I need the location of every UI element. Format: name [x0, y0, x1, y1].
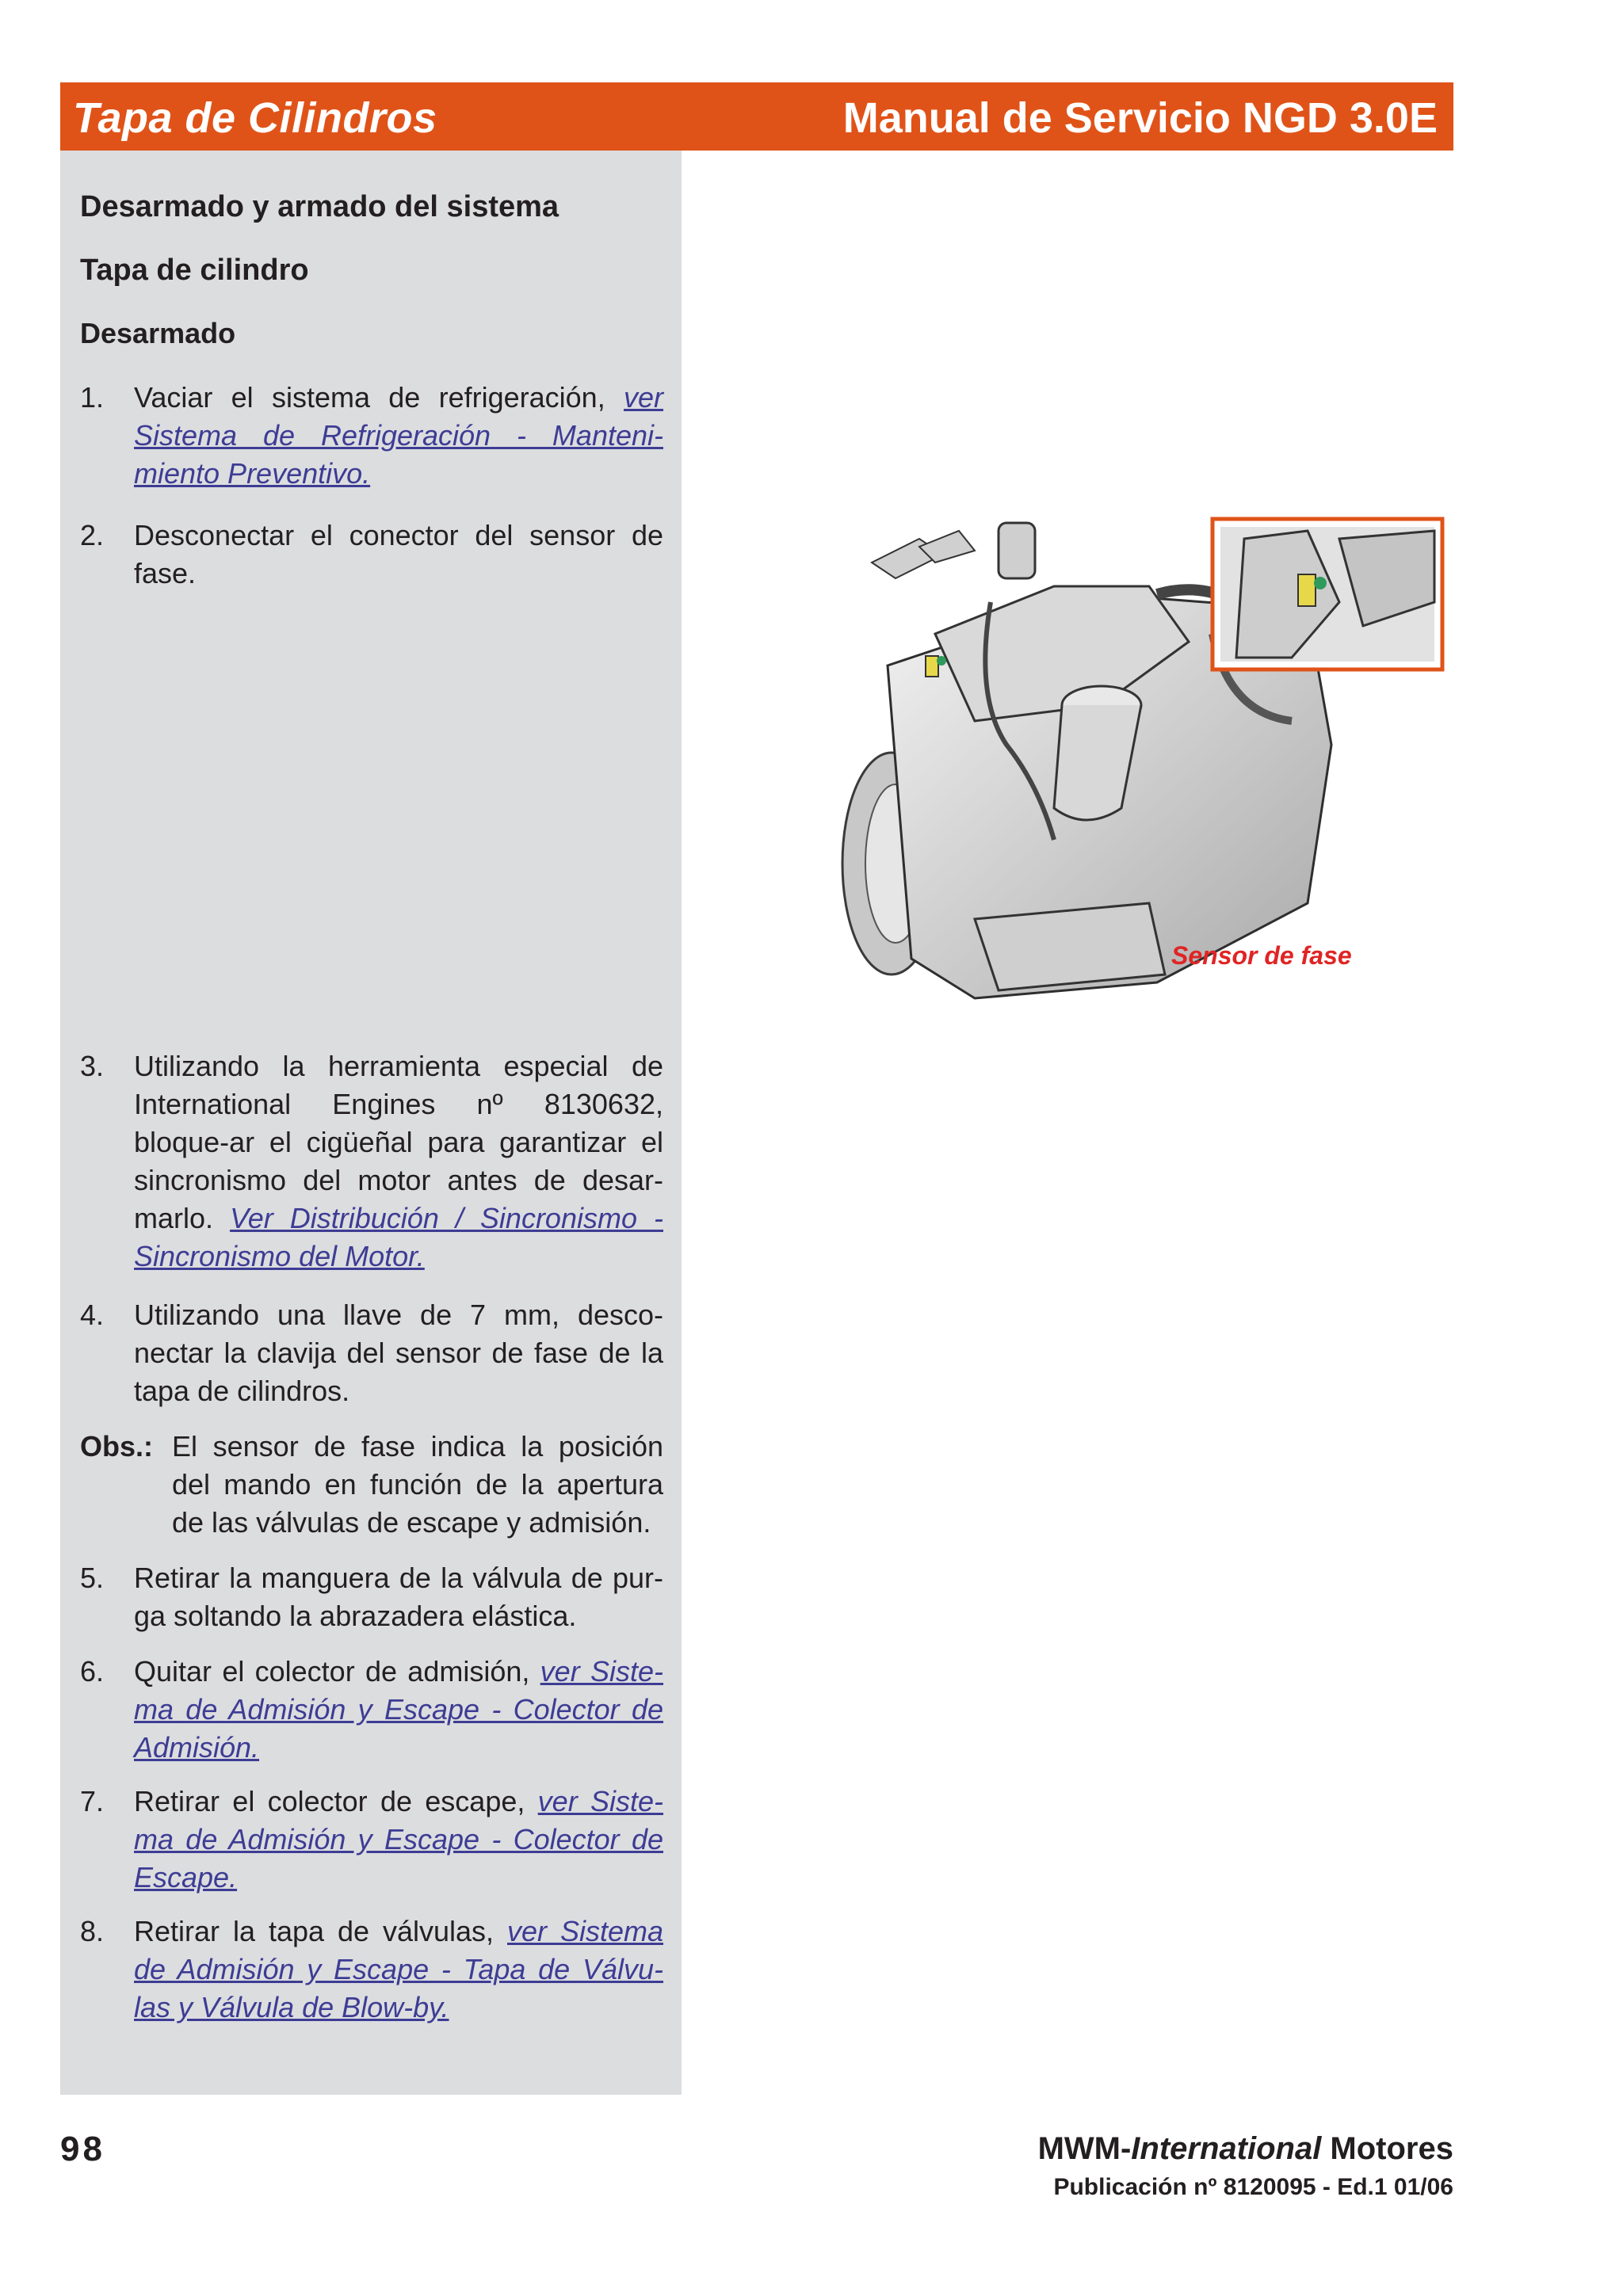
step-link[interactable]: ver Siste-ma de Admisión y Escape - Colector de Admisión.	[134, 1655, 663, 1764]
step-2	[80, 517, 663, 593]
step-text: Retirar el colector de escape,	[134, 1785, 538, 1817]
footer-brand: MWM-International Motores	[1037, 2131, 1453, 2166]
step-number: 8.	[80, 1915, 105, 1947]
step-text: Quitar el colector de admisión,	[134, 1655, 540, 1688]
step-4	[80, 1296, 663, 1410]
step-text: Retirar la manguera de la válvula de pur-ga soltando la abrazadera elástica.	[134, 1562, 663, 1632]
header-bar	[60, 82, 1453, 151]
footer-publication: Publicación nº 8120095 - Ed.1 01/06	[1053, 2174, 1453, 2200]
step-3	[80, 1047, 663, 1276]
step-link[interactable]: ver Sistema de Admisión y Escape - Tapa de Válvu-las y Válvula de Blow-by.	[134, 1915, 663, 2023]
step-number: 1.	[80, 381, 105, 414]
engine-illustration	[816, 507, 1450, 1014]
obs-label: Obs.:	[80, 1430, 154, 1463]
obs-text: El sensor de fase indica la posición del mando en función de la apertura de las válvulas de escape y admisión.	[172, 1430, 663, 1539]
step-link[interactable]: Ver Distribución / Sincronismo - Sincronismo del Motor.	[134, 1202, 663, 1272]
step-text: Desconectar el conector del sensor de fase.	[134, 519, 663, 589]
step-6	[80, 1653, 663, 1767]
step-text: Utilizando una llave de 7 mm, desco-nectar la clavija del sensor de fase de la tapa de cilindros.	[134, 1299, 663, 1407]
step-number: 2.	[80, 519, 105, 551]
step-1	[80, 379, 663, 493]
step-7	[80, 1783, 663, 1897]
manual-title: Manual de Servicio NGD 3.0E	[842, 94, 1438, 142]
step-link[interactable]: ver Siste-ma de Admisión y Escape - Colector de Escape.	[134, 1785, 663, 1894]
step-number: 5.	[80, 1562, 105, 1594]
step-number: 4.	[80, 1299, 105, 1331]
page-number: 98	[60, 2130, 105, 2168]
section-title: Tapa de Cilindros	[73, 94, 437, 142]
heading-sub: Tapa de cilindro	[80, 254, 309, 287]
step-text: Utilizando la herramienta especial de International Engines nº 8130632, bloque-ar el cigüeñal para garantizar el sincronismo del motor antes de desar-marlo.	[134, 1050, 663, 1234]
phase-sensor-marker	[926, 656, 938, 677]
observation-note	[80, 1428, 663, 1542]
step-link[interactable]: ver Sistema de Refrigeración - Manteni-miento Preventivo.	[134, 381, 663, 490]
step-text: Vaciar el sistema de refrigeración,	[134, 381, 624, 414]
step-number: 3.	[80, 1050, 105, 1082]
figure-caption: Sensor de fase	[1171, 941, 1352, 970]
heading-disassembly: Desarmado	[80, 317, 236, 349]
step-number: 7.	[80, 1785, 105, 1817]
step-8	[80, 1913, 663, 2027]
step-number: 6.	[80, 1655, 105, 1688]
step-5	[80, 1559, 663, 1635]
heading-main: Desarmado y armado del sistema	[80, 190, 559, 223]
step-text: Retirar la tapa de válvulas,	[134, 1915, 507, 1947]
